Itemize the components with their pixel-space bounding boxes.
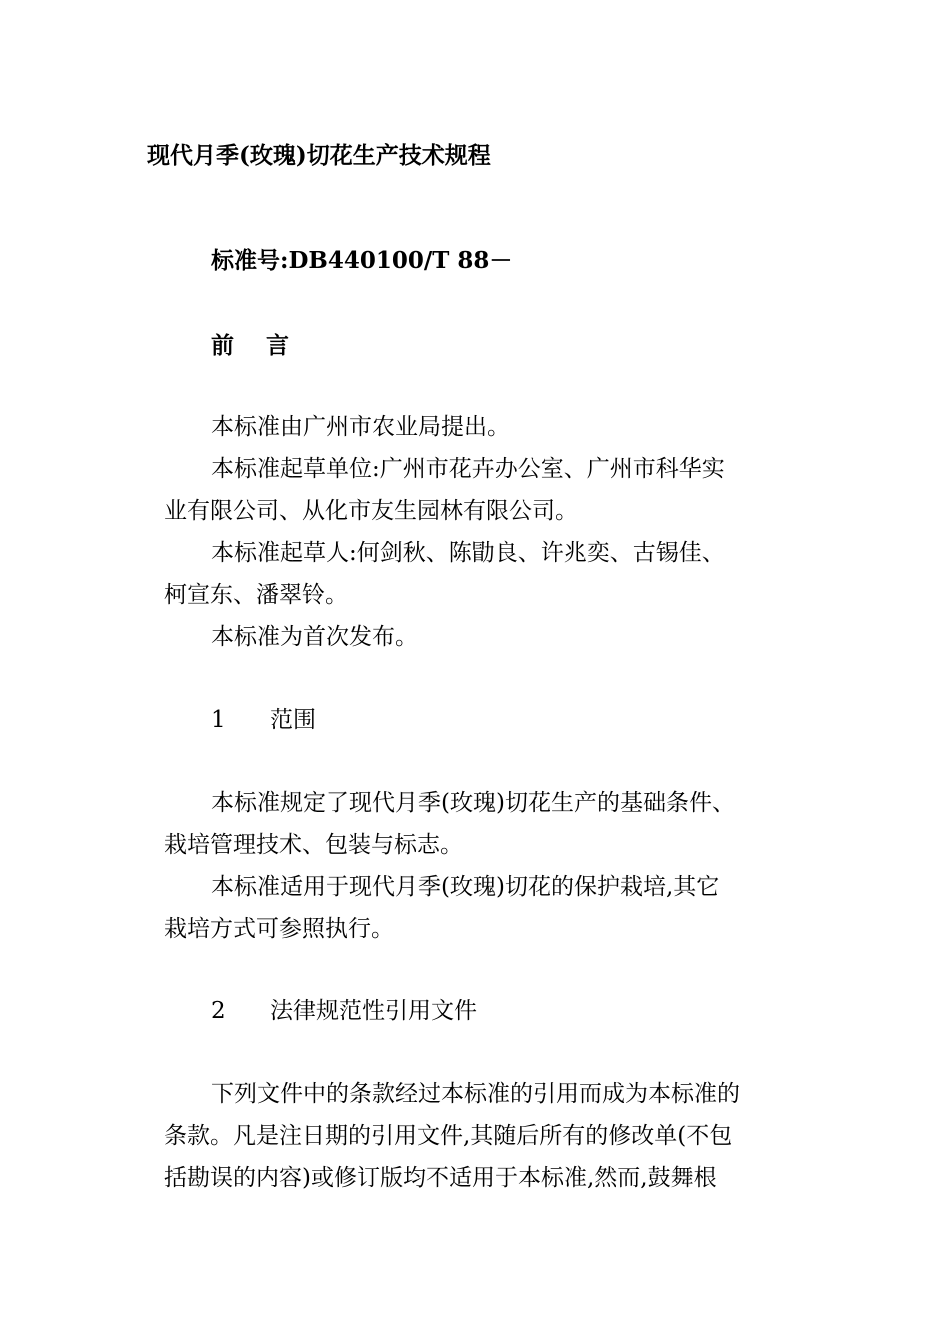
section-2-number: 2 [211, 998, 226, 1024]
foreword-paragraph-1-line-1: 本标准由广州市农业局提出。 [211, 414, 510, 440]
section-1-paragraph-2-line-2: 栽培方式可参照执行。 [164, 916, 394, 942]
foreword-paragraph-2-line-2: 业有限公司、从化市友生园林有限公司。 [164, 498, 578, 524]
section-2-paragraph-1-line-1: 下列文件中的条款经过本标准的引用而成为本标准的 [211, 1081, 740, 1107]
foreword-paragraph-2-line-1: 本标准起草单位:广州市花卉办公室、广州市科华实 [211, 456, 725, 482]
document-title: 现代月季(玫瑰)切花生产技术规程 [147, 142, 491, 169]
section-1-paragraph-1-line-2: 栽培管理技术、包装与标志。 [164, 832, 463, 858]
foreword-heading: 前 言 [211, 332, 302, 359]
section-1-paragraph-2-line-1: 本标准适用于现代月季(玫瑰)切花的保护栽培,其它 [211, 874, 720, 900]
section-2-title: 法律规范性引用文件 [270, 998, 477, 1024]
foreword-paragraph-4-line-1: 本标准为首次发布。 [211, 624, 418, 650]
standard-number: 标准号:DB440100/T 88－ [211, 247, 513, 274]
foreword-paragraph-3-line-2: 柯宣东、潘翠铃。 [164, 582, 348, 608]
section-2-paragraph-1-line-3: 括勘误的内容)或修订版均不适用于本标准,然而,鼓舞根 [164, 1165, 717, 1191]
section-1-number: 1 [211, 707, 226, 733]
section-2-paragraph-1-line-2: 条款。凡是注日期的引用文件,其随后所有的修改单(不包 [164, 1123, 733, 1149]
section-1-paragraph-1-line-1: 本标准规定了现代月季(玫瑰)切花生产的基础条件、 [211, 790, 735, 816]
section-1-title: 范围 [270, 707, 316, 733]
foreword-paragraph-3-line-1: 本标准起草人:何剑秋、陈勖良、许兆奕、古锡佳、 [211, 540, 725, 566]
